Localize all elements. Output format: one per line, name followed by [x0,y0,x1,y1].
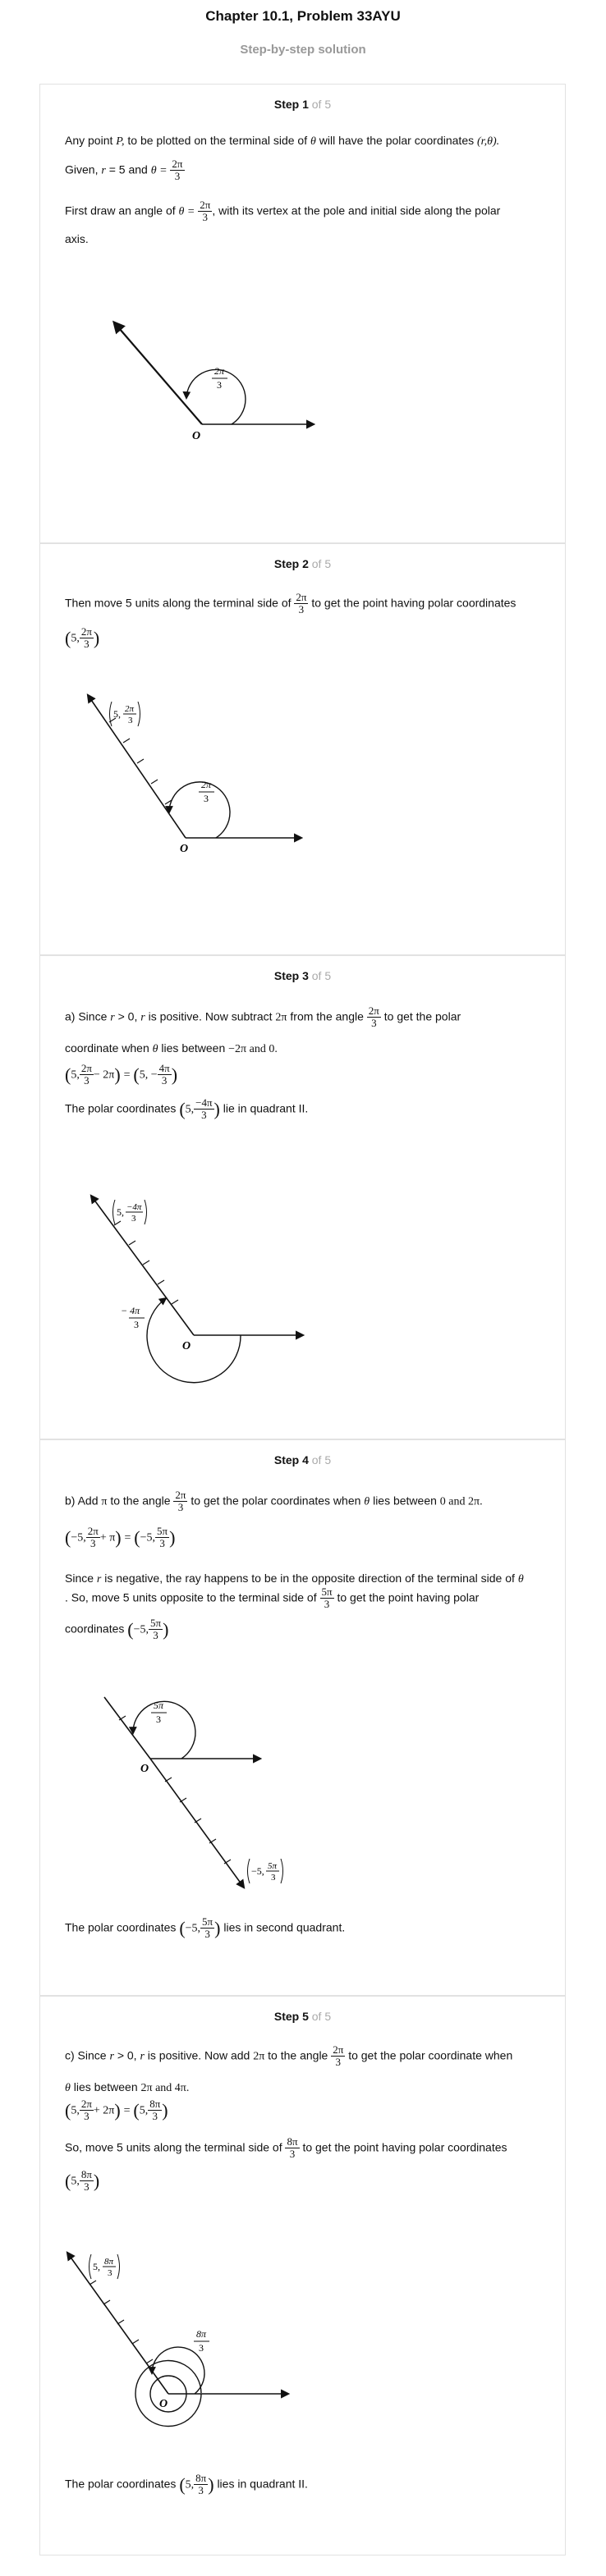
pole-label: O [180,843,189,855]
step-1-line-2: Given, r = 5 and θ = $\frac{2\pi}{3}$ [65,158,183,183]
angle-num: 5π [154,1700,164,1711]
svg-text:−5,: −5, [251,1865,264,1877]
step-4-figure [40,1440,567,1997]
step-5-line-2: θ lies between 2π and 4π. [65,2080,190,2094]
step-3-equation: (5, $\frac{2\pi}{3}$ − 2π) = (5, − $\frac{4\pi}{3}$ ) [65,1062,178,1087]
svg-text:3: 3 [108,2268,112,2278]
angle-num: 2π [214,365,225,377]
step-1-line-1: Any point P, to be plotted on the terminal side of θ will have the polar coordinates (r,θ). [65,134,500,148]
svg-text:3: 3 [271,1873,276,1883]
step-3-line-1: a) Since r > 0, r is positive. Now subtract 2π from the angle $\frac{2\pi}{3}$ to get the polar [65,1004,461,1030]
angle-num: − 4π [121,1305,140,1316]
terminal-side [114,323,202,424]
svg-text:3: 3 [128,716,133,725]
step-2-line-1: Then move 5 units along the terminal side of $\frac{2\pi}{3}$ to get the point having polar coordinates [65,591,516,616]
step-4-equation: (−5, $\frac{2\pi}{3}$ + π) = (−5, $\frac{5\pi}{3}$ ) [65,1525,176,1550]
pole-label: O [182,1340,191,1352]
step-1-line-3: First draw an angle of θ = $\frac{2\pi}{3}$ , with its vertex at the pole and initial side along the polar [65,199,501,224]
step-1-figure [40,85,567,544]
step-2-coords: (5, $\frac{2\pi}{3}$ ) [65,625,100,651]
step-4-heading: Step 4 of 5 [273,1453,332,1466]
page-header [0,0,606,82]
step-5-equation: (5, $\frac{2\pi}{3}$ + 2π) = (5, $\frac{8\pi}{3}$ ) [65,2098,168,2123]
step-1-card [39,84,566,543]
step-5-line-1: c) Since r > 0, r is positive. Now add 2π to the angle $\frac{2\pi}{3}$ to get the polar coordinate when [65,2043,513,2069]
angle-den: 3 [199,2342,204,2354]
step-5-line-6: The polar coordinates (5, $\frac{8\pi}{3}$ ) lies in quadrant II. [65,2472,308,2497]
step-1-line-4: axis. [65,232,89,245]
svg-text:−4π: −4π [126,1202,142,1212]
step-2-card [39,543,566,955]
svg-text:5π: 5π [268,1861,278,1871]
svg-text:3: 3 [131,1214,136,1224]
step-3-card [39,955,566,1439]
svg-text:2π: 2π [125,704,135,714]
svg-text:5,: 5, [117,1206,124,1218]
pole-label: O [159,2398,168,2410]
svg-text:5,: 5, [93,2261,100,2272]
step-5-coords: (5, $\frac{8\pi}{3}$ ) [65,2168,100,2194]
page-title: Chapter 10.1, Problem 33AYU [205,8,401,24]
svg-text:8π: 8π [104,2257,114,2267]
step-4-card [39,1439,566,1996]
step-5-heading: Step 5 of 5 [273,2010,332,2023]
step-5-card [39,1996,566,2555]
step-3-line-2: coordinate when θ lies between −2π and 0. [65,1041,278,1055]
page-subtitle: Step-by-step solution [240,43,366,57]
angle-den: 3 [204,793,209,804]
angle-num: 8π [196,2328,207,2340]
step-4-line-3: Since r is negative, the ray happens to be in the opposite direction of the terminal side of θ [65,1572,524,1585]
angle-num: 2π [201,779,212,790]
step-3-heading: Step 3 of 5 [273,969,332,982]
pole-label: O [192,430,201,442]
pole-label: O [140,1763,149,1775]
step-2-heading: Step 2 of 5 [273,557,332,570]
step-3-line-4: The polar coordinates (5, $\frac{-4\pi}{3}$ ) lie in quadrant II. [65,1096,309,1122]
step-4-line-4: . So, move 5 units opposite to the terminal side of $\frac{5\pi}{3}$ to get the point having polar [65,1585,480,1611]
angle-den: 3 [217,379,222,391]
step-4-line-1: b) Add π to the angle $\frac{2\pi}{3}$ to get the polar coordinates when θ lies between 0 and 2π. [65,1489,483,1514]
step-2-figure [40,544,567,956]
step-4-line-5: coordinates (−5, $\frac{5\pi}{3}$ ) [65,1617,169,1642]
angle-den: 3 [156,1714,161,1725]
point-label-a: 5, [113,708,121,720]
step-3-figure [40,956,567,1440]
angle-den: 3 [134,1319,139,1330]
step-5-line-4: So, move 5 units along the terminal side of $\frac{8\pi}{3}$ to get the point having polar coordinates [65,2135,507,2161]
step-1-heading: Step 1 of 5 [273,98,332,111]
step-4-line-6: The polar coordinates (−5, $\frac{5\pi}{3}$ ) lies in second quadrant. [65,1915,346,1941]
